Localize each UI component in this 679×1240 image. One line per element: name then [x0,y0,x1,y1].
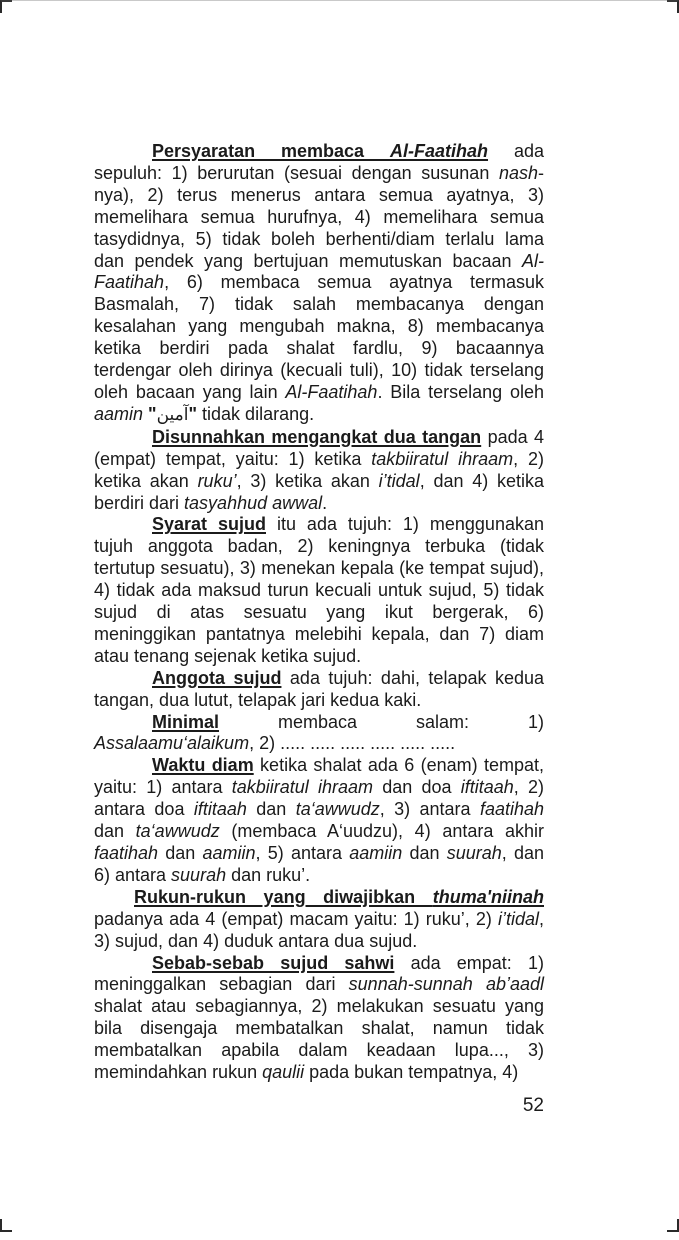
text-segment: آمين [156,404,189,425]
text-segment: suurah [446,843,502,863]
scan-corner-mark-top-right [667,0,679,13]
text-segment: , 3) sujud, dan 4) duduk antara dua sujud. [94,908,544,951]
text-segment: takbiiratul ihraam [371,448,514,469]
text-segment: , 3) antara [379,799,480,820]
text-segment: aamiin [202,843,256,863]
paragraph-persyaratan-membaca-al-faatihah [94,141,544,427]
page-number: 52 [522,1095,544,1116]
text-segment: , 3) ketika akan [236,470,379,491]
text-segment: aamin [94,403,144,424]
paragraph-anggota-sujud [94,668,544,712]
text-segment: ada sepuluh: 1) berurutan (sesuai dengan susunan [94,141,544,183]
text-segment: Al-Faatihah [390,141,489,161]
text-segment: Al-Faatihah [285,381,378,402]
text-segment: dan [158,843,203,863]
text-segment: Syarat sujud [152,514,266,535]
text-segment: , 2) antara doa [94,777,544,820]
text-segment: tidak dilarang. [197,403,315,424]
text-segment: ada empat: 1) meninggalkan sebagian dari [94,952,544,995]
text-segment: " [143,403,157,424]
paragraph-rukun-rukun-thuma-niinah [94,887,544,953]
text-segment: , 2) ketika akan [94,448,544,491]
text-segment: Assalaamu‘alaikum [94,733,250,754]
text-segment: faatihah [479,799,545,820]
text-segment: suurah [171,864,227,885]
paragraph-sebab-sebab-sujud-sahwi [94,953,544,1084]
paragraph-disunnahkan-mengangkat-dua-tangan [94,427,544,515]
text-segment: pada 4 (empat) tempat, yaitu: 1) ketika [94,426,544,469]
text-segment: ta‘awwudz [135,821,220,842]
text-segment: ada tujuh: dahi, telapak kedua tangan, dua lutut, telapak jari kedua kaki. [94,667,544,710]
text-segment: Waktu diam [152,755,254,776]
text-segment: Anggota sujud [152,667,282,688]
text-segment: dan [246,799,296,820]
text-segment: , 6) membaca semua ayatnya termasuk Basmalah, 7) tidak salah membacanya dengan kesalahan yang mengubah makna, 8) membacanya ketika berdiri pada shalat fardlu, 9) bacaannya terdengar oleh dirinya (kecuali tuli), 10) tidak terselang oleh bacaan yang lain [94,272,544,402]
text-segment: takbiiratul ihraam [231,777,373,798]
text-segment: i’tidal [378,470,420,491]
text-segment: dan [94,821,136,842]
text-segment: i’tidal [497,908,539,929]
text-segment: dan [402,843,447,863]
text-segment: , 5) antara [255,843,350,863]
text-segment: membaca salam: 1) [219,711,544,732]
text-segment: ruku’ [197,470,237,491]
text-segment: itu ada tujuh: 1) menggunakan tujuh anggota badan, 2) keningnya terbuka (tidak tertutup sesuatu), 3) menekan kepala (ke tempat sujud), 4) tidak ada maksud turun kecuali untuk sujud, 5) tidak sujud di atas sesuatu yang ikut bergerak, 6) meninggikan pantatnya melebihi kepala, dan 7) diam atau tenang sejenak ketika sujud. [94,514,544,666]
page-content [94,141,544,1084]
text-segment: pada bukan tempatnya, 4) [304,1062,519,1083]
scan-corner-mark-bottom-right [667,1219,679,1232]
text-segment: -nya), 2) terus menerus antara semua ayatnya, 3) memelihara semua hurufnya, 4) memelihara semua tasydidnya, 5) tidak boleh berhenti/diam terlalu lama dan pendek yang bertujuan memutuskan bacaan [94,162,544,271]
text-segment: aamiin [349,843,403,863]
text-segment: dan doa [373,777,461,798]
text-segment: iftitaah [460,777,514,798]
text-segment: . Bila terselang oleh [377,381,544,402]
text-segment: , dan 4) ketika berdiri dari [94,470,544,513]
paragraph-minimal-membaca-salam [94,712,544,756]
scan-corner-mark-bottom-left [0,1219,12,1232]
text-segment: padanya ada 4 (empat) macam yaitu: 1) ruku’, 2) [94,908,498,929]
text-segment: ketika shalat ada 6 (enam) tempat, yaitu: 1) antara [94,755,544,798]
text-segment: Sebab-sebab sujud sahwi [152,952,395,973]
text-segment: ta‘awwudz [295,799,380,820]
scan-corner-mark-top-left [0,0,12,13]
text-segment: Al-Faatihah [94,250,544,293]
text-segment: thuma'niinah [432,886,544,907]
text-segment: (membaca A‘uudzu), 4) antara akhir [219,821,544,842]
text-segment: " [188,403,198,424]
text-segment: shalat atau sebagiannya, 2) melakukan sesuatu yang bila disengaja membatalkan shalat, namun tidak membatalkan apabila dalam keadaan lupa..., 3) memindahkan rukun [94,996,544,1083]
text-segment: sunnah-sunnah ab’aadl [348,974,544,995]
scan-top-edge-line [0,0,679,1]
text-segment: Persyaratan membaca [152,141,390,161]
paragraph-syarat-sujud [94,514,544,667]
text-segment: tasyahhud awwal [184,492,323,513]
text-segment: iftitaah [193,799,247,820]
text-segment: faatihah [94,843,159,863]
paragraph-waktu-diam [94,755,544,886]
text-segment: Rukun-rukun yang diwajibkan [134,886,433,907]
text-segment: , dan 6) antara [94,843,544,885]
text-segment: Disunnahkan mengangkat dua tangan [152,426,482,447]
text-segment: . [322,492,328,513]
text-segment: qaulii [262,1062,305,1083]
text-segment: nash [498,162,538,183]
text-segment: Minimal [152,711,220,732]
text-segment: , 2) ..... ..... ..... ..... ..... ..... [249,733,456,754]
text-segment: dan ruku’. [226,864,311,885]
